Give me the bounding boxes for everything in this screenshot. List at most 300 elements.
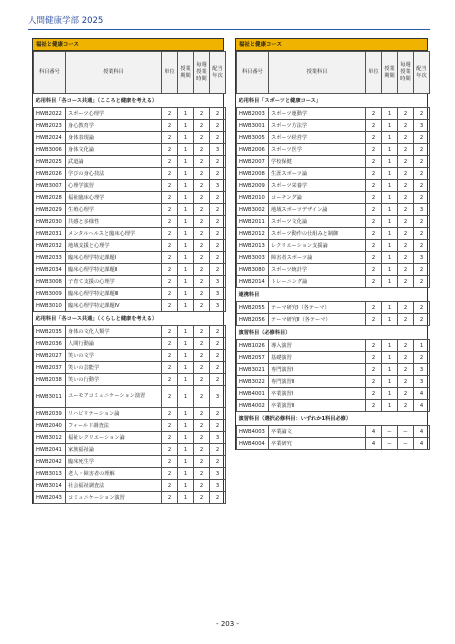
course-code: HWB3012 <box>34 432 66 444</box>
course-name: 身体文化論 <box>66 144 162 156</box>
weekly-hours: 2 <box>194 228 210 240</box>
weekly-hours: 2 <box>194 144 210 156</box>
year: 2 <box>414 264 430 276</box>
table-row <box>237 352 430 364</box>
credits: 2 <box>366 216 382 228</box>
column-header: 授業期間 <box>382 52 398 94</box>
course-name: 生殖心理学 <box>66 204 162 216</box>
term: 1 <box>178 288 194 300</box>
term: 1 <box>178 386 194 408</box>
column-header: 授業科目 <box>66 52 162 94</box>
weekly-hours: 2 <box>194 326 210 338</box>
course-name: 卒業演習Ⅰ <box>269 388 366 400</box>
course-code: HWB2024 <box>34 132 66 144</box>
weekly-hours: 2 <box>194 108 210 120</box>
table-row <box>237 108 430 120</box>
term: 1 <box>382 132 398 144</box>
weekly-hours: 2 <box>398 352 414 364</box>
credits: 2 <box>162 156 178 168</box>
course-name: テーマ研究Ⅱ（各テーマ） <box>269 314 366 326</box>
credits: 2 <box>162 108 178 120</box>
credits: 2 <box>162 468 178 480</box>
course-code: HWB2041 <box>34 444 66 456</box>
weekly-hours: 2 <box>398 302 414 314</box>
course-name: スポーツ方法学 <box>269 120 366 132</box>
left-section-title: 福祉と健康コース <box>33 39 223 51</box>
credits: 2 <box>366 120 382 132</box>
term: 1 <box>178 374 194 386</box>
column-header: 毎週授業時間 <box>398 52 414 94</box>
weekly-hours: 2 <box>398 400 414 412</box>
year: 3 <box>210 276 226 288</box>
year: 2 <box>414 216 430 228</box>
weekly-hours: 2 <box>398 120 414 132</box>
weekly-hours: 2 <box>194 216 210 228</box>
course-name: 心理学演習 <box>66 180 162 192</box>
year: 2 <box>210 156 226 168</box>
weekly-hours: 2 <box>398 252 414 264</box>
group-heading: 応用科目「スポーツと健康コース」 <box>237 94 430 108</box>
term: 1 <box>382 388 398 400</box>
credits: 2 <box>162 264 178 276</box>
weekly-hours: 2 <box>194 240 210 252</box>
course-code: HWB2010 <box>237 192 269 204</box>
course-code: HWB2008 <box>237 168 269 180</box>
course-code: HWB3008 <box>34 276 66 288</box>
course-name: コーチング論 <box>269 192 366 204</box>
year: 2 <box>414 156 430 168</box>
year: 2 <box>210 326 226 338</box>
year: 2 <box>210 240 226 252</box>
table-row <box>34 350 226 362</box>
term: 1 <box>382 352 398 364</box>
year: 2 <box>414 180 430 192</box>
course-code: HWB2039 <box>34 408 66 420</box>
course-code: HWB2028 <box>34 192 66 204</box>
right-course-table <box>235 38 428 450</box>
credits: 2 <box>162 192 178 204</box>
table-row <box>34 228 226 240</box>
table-row <box>34 252 226 264</box>
year: 2 <box>210 374 226 386</box>
credits: 2 <box>162 350 178 362</box>
course-code: HWB2057 <box>237 352 269 364</box>
credits: 2 <box>162 228 178 240</box>
year: 2 <box>210 168 226 180</box>
weekly-hours: 2 <box>194 432 210 444</box>
left-table-body <box>34 94 226 504</box>
weekly-hours: 2 <box>398 264 414 276</box>
credits: 2 <box>366 264 382 276</box>
term: 1 <box>178 240 194 252</box>
table-row <box>34 456 226 468</box>
year: 3 <box>210 468 226 480</box>
credits: 2 <box>366 400 382 412</box>
course-name: 身心教育学 <box>66 120 162 132</box>
course-code: HWB2037 <box>34 362 66 374</box>
weekly-hours: 2 <box>194 444 210 456</box>
credits: 2 <box>162 432 178 444</box>
credits: 2 <box>162 492 178 504</box>
course-name: スポーツ経営学 <box>269 132 366 144</box>
credits: 2 <box>366 340 382 352</box>
term: 1 <box>178 120 194 132</box>
course-name: 共感と多様性 <box>66 216 162 228</box>
course-code: HWB2003 <box>237 108 269 120</box>
credits: 2 <box>162 386 178 408</box>
course-code: HWB2009 <box>237 180 269 192</box>
course-code: HWB3022 <box>237 376 269 388</box>
group-heading-row <box>34 94 226 108</box>
credits: 4 <box>366 438 382 450</box>
table-row <box>34 216 226 228</box>
course-code: HWB2034 <box>34 264 66 276</box>
course-code: HWB3011 <box>34 386 66 408</box>
credits: 2 <box>162 288 178 300</box>
table-row <box>237 438 430 450</box>
course-code: HWB3009 <box>34 288 66 300</box>
weekly-hours: 2 <box>194 492 210 504</box>
course-name: 臨床心理学特定課題Ⅰ <box>66 252 162 264</box>
course-code: HWB2013 <box>237 240 269 252</box>
credits: 2 <box>162 120 178 132</box>
left-header-row <box>34 52 226 94</box>
term: 1 <box>178 408 194 420</box>
credits: 2 <box>162 362 178 374</box>
course-code: HWB2027 <box>34 350 66 362</box>
term: 1 <box>382 228 398 240</box>
course-name: 地域スポーツデザイン論 <box>269 204 366 216</box>
table-row <box>237 426 430 438</box>
table-row <box>34 264 226 276</box>
year: 2 <box>414 108 430 120</box>
term: 1 <box>382 108 398 120</box>
weekly-hours: 2 <box>398 192 414 204</box>
credits: 2 <box>366 144 382 156</box>
table-row <box>34 168 226 180</box>
year: 3 <box>210 144 226 156</box>
credits: 2 <box>366 302 382 314</box>
table-row <box>237 216 430 228</box>
table-row <box>34 338 226 350</box>
credits: 2 <box>366 388 382 400</box>
year: 3 <box>210 480 226 492</box>
weekly-hours: 2 <box>398 376 414 388</box>
year: 3 <box>414 204 430 216</box>
year: 1 <box>414 340 430 352</box>
table-row <box>34 132 226 144</box>
term: 1 <box>382 168 398 180</box>
term: 1 <box>178 300 194 312</box>
table-row <box>237 388 430 400</box>
credits: 2 <box>366 352 382 364</box>
term: 1 <box>382 364 398 376</box>
term: 1 <box>178 480 194 492</box>
weekly-hours: 2 <box>398 180 414 192</box>
year: 3 <box>414 120 430 132</box>
credits: 2 <box>162 216 178 228</box>
course-code: HWB2031 <box>34 228 66 240</box>
term: 1 <box>178 326 194 338</box>
course-code: HWB2055 <box>237 302 269 314</box>
table-row <box>237 168 430 180</box>
credits: 2 <box>162 132 178 144</box>
group-heading: 連携科目 <box>237 288 430 302</box>
course-name: 卒業論文 <box>269 426 366 438</box>
term: 1 <box>382 264 398 276</box>
course-code: HWB2006 <box>237 144 269 156</box>
table-row <box>237 132 430 144</box>
weekly-hours: 2 <box>398 228 414 240</box>
term: 1 <box>178 192 194 204</box>
weekly-hours: 2 <box>398 156 414 168</box>
course-code: HWB2025 <box>34 156 66 168</box>
table-row <box>237 314 430 326</box>
course-code: HWB2038 <box>34 374 66 386</box>
course-name: 基礎演習 <box>269 352 366 364</box>
term: 1 <box>382 156 398 168</box>
table-row <box>34 120 226 132</box>
group-heading: 演習科目（選択必修科目：いずれか1科目必修） <box>237 412 430 426</box>
year: 4 <box>414 438 430 450</box>
table-row <box>34 444 226 456</box>
course-name: 社会福祉調査法 <box>66 480 162 492</box>
term: 1 <box>382 276 398 288</box>
weekly-hours: 2 <box>194 374 210 386</box>
course-name: 身体表現論 <box>66 132 162 144</box>
course-name: 学びの身心技法 <box>66 168 162 180</box>
credits: 2 <box>162 276 178 288</box>
credits: 2 <box>366 252 382 264</box>
term: 1 <box>178 132 194 144</box>
right-section-title: 福祉と健康コース <box>236 39 427 51</box>
year: 2 <box>210 132 226 144</box>
weekly-hours: 2 <box>398 240 414 252</box>
course-code: HWB3001 <box>237 120 269 132</box>
weekly-hours: 2 <box>194 456 210 468</box>
weekly-hours: 2 <box>398 144 414 156</box>
group-heading: 応用科目「各コース共通」（くらしと健康を考える） <box>34 312 226 326</box>
course-name: フィールド調査法 <box>66 420 162 432</box>
year: 2 <box>414 228 430 240</box>
weekly-hours: 2 <box>194 408 210 420</box>
table-row <box>237 240 430 252</box>
group-heading-row <box>237 412 430 426</box>
table-row <box>34 468 226 480</box>
year: 3 <box>414 364 430 376</box>
course-name: スポーツ栄養学 <box>269 180 366 192</box>
course-code: HWB4002 <box>237 400 269 412</box>
weekly-hours: 2 <box>194 132 210 144</box>
term: 1 <box>178 444 194 456</box>
year: 2 <box>210 252 226 264</box>
term: 1 <box>178 180 194 192</box>
table-row <box>34 180 226 192</box>
course-code: HWB2022 <box>34 108 66 120</box>
year: 3 <box>210 180 226 192</box>
course-name: 人間行動論 <box>66 338 162 350</box>
table-row <box>237 192 430 204</box>
term: 1 <box>382 216 398 228</box>
weekly-hours: 2 <box>194 480 210 492</box>
course-name: 笑いの芸能学 <box>66 362 162 374</box>
year: 2 <box>414 132 430 144</box>
credits: 2 <box>366 228 382 240</box>
table-row <box>237 302 430 314</box>
course-code: HWB1026 <box>237 340 269 352</box>
credits: 2 <box>366 376 382 388</box>
course-code: HWB2011 <box>237 216 269 228</box>
weekly-hours: 2 <box>398 108 414 120</box>
term: 1 <box>178 108 194 120</box>
term: 1 <box>382 204 398 216</box>
year: 2 <box>210 192 226 204</box>
course-code: HWB2007 <box>237 156 269 168</box>
header-title: 人間健康学部 2025 <box>28 16 104 26</box>
term: 1 <box>178 276 194 288</box>
weekly-hours: 2 <box>194 276 210 288</box>
course-name: スポーツ文化論 <box>269 216 366 228</box>
weekly-hours: 2 <box>194 120 210 132</box>
course-code: HWB2032 <box>34 240 66 252</box>
term: 1 <box>178 228 194 240</box>
term: 1 <box>382 144 398 156</box>
year: 2 <box>210 264 226 276</box>
table-row <box>237 228 430 240</box>
term: 1 <box>178 468 194 480</box>
course-code: HWB4003 <box>237 426 269 438</box>
table-row <box>237 364 430 376</box>
credits: 2 <box>162 168 178 180</box>
year: 2 <box>210 408 226 420</box>
table-row <box>237 180 430 192</box>
table-row <box>237 376 430 388</box>
course-name: 専門演習Ⅱ <box>269 376 366 388</box>
table-row <box>34 108 226 120</box>
column-header: 配当年次 <box>210 52 226 94</box>
year: 3 <box>414 376 430 388</box>
course-name: リハビリテーション論 <box>66 408 162 420</box>
credits: 2 <box>366 364 382 376</box>
credits: 2 <box>366 132 382 144</box>
column-header: 科目番号 <box>34 52 66 94</box>
year: 3 <box>414 252 430 264</box>
course-name: 専門演習Ⅰ <box>269 364 366 376</box>
course-code: HWB2014 <box>237 276 269 288</box>
year: 2 <box>210 492 226 504</box>
course-code: HWB3003 <box>237 252 269 264</box>
term: 1 <box>382 314 398 326</box>
column-header: 単位 <box>162 52 178 94</box>
column-header: 科目番号 <box>237 52 269 94</box>
course-name: 卒業研究 <box>269 438 366 450</box>
table-row <box>237 144 430 156</box>
table-row <box>237 340 430 352</box>
course-code: HWB3010 <box>34 300 66 312</box>
weekly-hours: 2 <box>398 388 414 400</box>
group-heading-row <box>237 326 430 340</box>
year: 2 <box>210 228 226 240</box>
term: 1 <box>178 156 194 168</box>
term: ー <box>382 426 398 438</box>
table-row <box>34 300 226 312</box>
group-heading-row <box>237 94 430 108</box>
term: 1 <box>382 340 398 352</box>
column-header: 授業科目 <box>269 52 366 94</box>
weekly-hours: 2 <box>398 168 414 180</box>
column-header: 単位 <box>366 52 382 94</box>
credits: 2 <box>162 338 178 350</box>
weekly-hours: 2 <box>194 180 210 192</box>
course-code: HWB2029 <box>34 204 66 216</box>
course-name: スポーツ医学 <box>269 144 366 156</box>
course-name: スポーツ運動学 <box>269 108 366 120</box>
credits: 2 <box>366 156 382 168</box>
table-row <box>34 362 226 374</box>
term: 1 <box>178 216 194 228</box>
course-code: HWB3021 <box>237 364 269 376</box>
weekly-hours: 2 <box>194 264 210 276</box>
credits: 2 <box>162 204 178 216</box>
course-name: 臨床心理学特定課題Ⅳ <box>66 300 162 312</box>
term: 1 <box>178 168 194 180</box>
right-header-row <box>237 52 430 94</box>
group-heading: 演習科目（必修科目） <box>237 326 430 340</box>
year: 2 <box>210 420 226 432</box>
term: 1 <box>178 204 194 216</box>
course-name: レクリエーション支援論 <box>269 240 366 252</box>
course-code: HWB2035 <box>34 326 66 338</box>
year: 4 <box>414 426 430 438</box>
table-row <box>237 120 430 132</box>
course-code: HWB3002 <box>237 204 269 216</box>
course-name: メンタルヘルスと臨床心理学 <box>66 228 162 240</box>
page-header <box>28 10 430 30</box>
table-row <box>237 264 430 276</box>
term: 1 <box>178 456 194 468</box>
year: 2 <box>414 276 430 288</box>
course-name: コミュニケーション演習 <box>66 492 162 504</box>
weekly-hours: ー <box>398 426 414 438</box>
table-row <box>34 374 226 386</box>
table-row <box>34 276 226 288</box>
course-name: 武道論 <box>66 156 162 168</box>
course-code: HWB4001 <box>237 388 269 400</box>
weekly-hours: 2 <box>194 338 210 350</box>
credits: 2 <box>162 408 178 420</box>
credits: 2 <box>162 300 178 312</box>
course-name: スポーツ心理学 <box>66 108 162 120</box>
course-name: 老人・障害者の理解 <box>66 468 162 480</box>
course-name: 臨床心理学特定課題Ⅱ <box>66 264 162 276</box>
course-code: HWB2033 <box>34 252 66 264</box>
weekly-hours: 2 <box>398 132 414 144</box>
year: 2 <box>210 204 226 216</box>
weekly-hours: 2 <box>194 168 210 180</box>
course-code: HWB2043 <box>34 492 66 504</box>
table-row <box>34 144 226 156</box>
weekly-hours: 2 <box>398 314 414 326</box>
table-row <box>34 492 226 504</box>
table-row <box>34 432 226 444</box>
weekly-hours: 2 <box>398 340 414 352</box>
table-row <box>237 204 430 216</box>
weekly-hours: 2 <box>194 288 210 300</box>
credits: 4 <box>366 426 382 438</box>
year: 2 <box>210 444 226 456</box>
course-name: 障害者スポーツ論 <box>269 252 366 264</box>
term: 1 <box>178 252 194 264</box>
